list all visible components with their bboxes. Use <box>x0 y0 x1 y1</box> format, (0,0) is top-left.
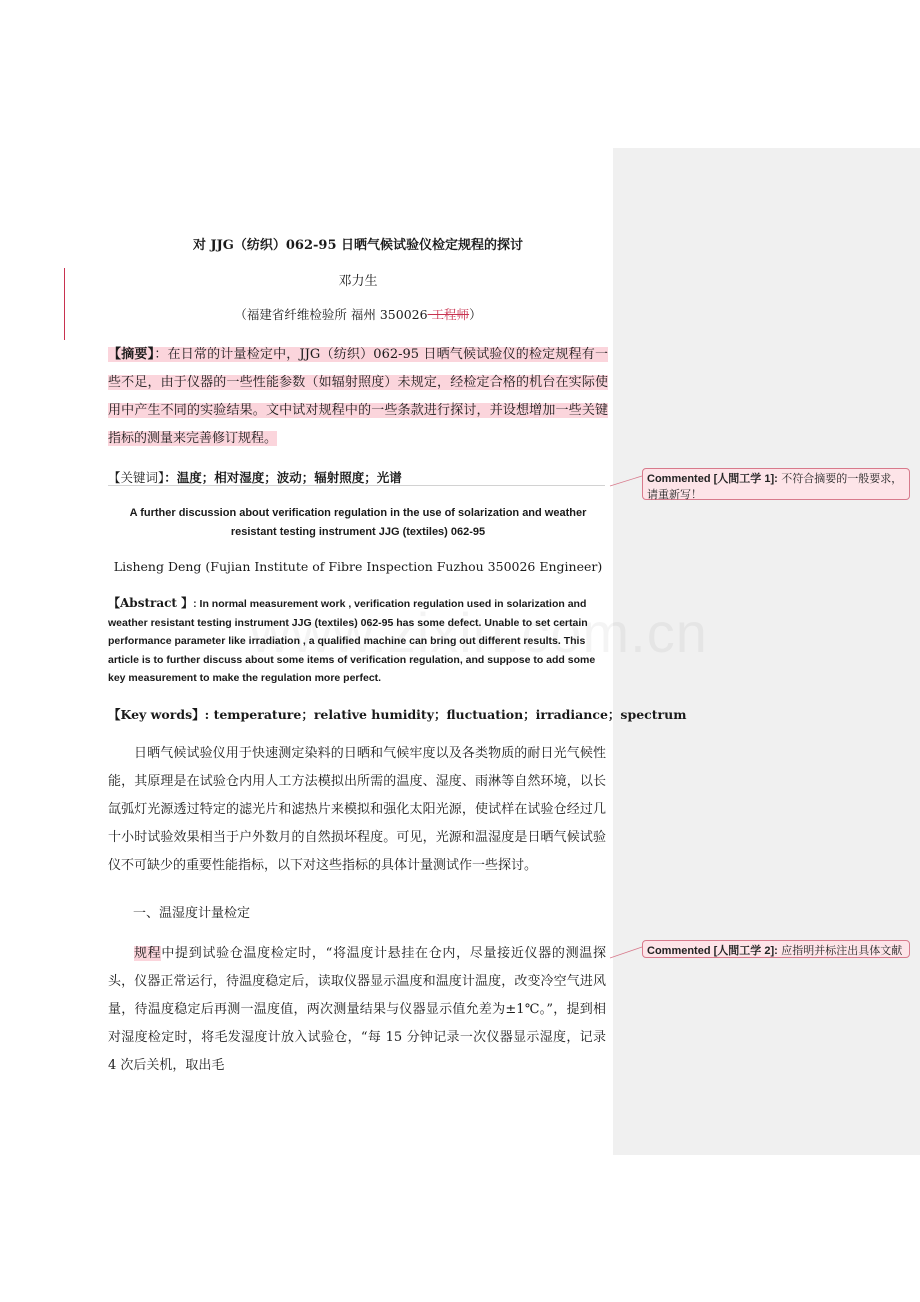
affiliation-text: （福建省纤维检验所 福州 350026 <box>234 307 428 322</box>
comment-1-text: 不符合摘要的一般要求，请重新写！ <box>647 472 903 501</box>
abstract-cn-text: ：在日常的计量检定中，JJG（纺织）062-95 日晒气候试验仪的检定规程有一些不足，由于仪器的一些性能参数（如辐射照度）未规定，经检定合格的机台在实际使用中产生不同的实验结果。文中试对规程中的一些条款进行探讨，并设想增加一些关键指标的测量来完善修订规程。 <box>108 347 608 446</box>
comment-2-text: 应指明并标注出具体文献 <box>781 944 903 957</box>
keywords-cn-label: 【关键词】 <box>108 470 165 485</box>
affiliation-close: ） <box>469 307 482 322</box>
abstract-en-label: 【Abstract 】 <box>108 596 194 610</box>
comment-balloon-2[interactable] <box>642 940 910 958</box>
paragraph-intro: 日晒气候试验仪用于快速测定染料的日晒和气候牢度以及各类物质的耐日光气候性能，其原理是在试验仓内用人工方法模拟出所需的温度、湿度、雨淋等自然环境，以长氙弧灯光源透过特定的滤光片和滤热片来模拟和强化太阳光源，使试样在试验仓经过几十小时试验效果相当于户外数月的自然损坏程度。可见，光源和温湿度是日晒气候试验仪不可缺少的重要性能指标，以下对这些指标的具体计量测试作一些探讨。 <box>108 746 606 873</box>
abstract-en <box>108 594 610 688</box>
abstract-cn[interactable] <box>108 341 608 453</box>
affiliation <box>108 305 608 323</box>
english-title: A further discussion about verification regulation in the use of solarization and weather resistant testing instrument JJG (textiles) 062-95 <box>129 507 587 538</box>
paragraph-regulation <box>108 940 606 1080</box>
comment-balloon-1[interactable] <box>642 468 910 500</box>
author-name: 邓力生 <box>338 274 378 289</box>
commented-text-highlight[interactable]: 规程 <box>134 946 162 961</box>
comment-1-label: Commented [人間工学 1]: <box>647 473 778 485</box>
comment-2-label: Commented [人間工学 2]: <box>647 945 778 957</box>
keywords-cn <box>108 468 402 486</box>
english-author: Lisheng Deng (Fujian Institute of Fibre Inspection Fuzhou 350026 Engineer) <box>113 559 603 574</box>
abstract-cn-label: 【摘要】 <box>108 347 155 362</box>
document-title: 对 JJG（纺织）062-95 日晒气候试验仪检定规程的探讨 <box>192 238 524 253</box>
comment-anchor-line <box>108 485 605 486</box>
keywords-en: 【Key words】: temperature；relative humidity；fluctuation；irradiance；spectrum <box>108 707 687 722</box>
deleted-revision-text[interactable]: 工程师 <box>427 307 470 322</box>
paragraph-regulation-text: 中提到试验仓温度检定时，“将温度计悬挂在仓内，尽量接近仪器的测温探头，仪器正常运行，待温度稳定后，读取仪器显示温度和温度计温度，改变冷空气进风量，待温度稳定后再测一温度值，两次测量结果与仪器显示值允差为±1℃。”，提到相对湿度检定时，将毛发湿度计放入试验仓，“每 15 分钟记录一次仪器显示湿度，记录 4 次后关机，取出毛 <box>108 946 606 1073</box>
abstract-en-text: : In normal measurement work , verification regulation used in solarization and weather resistant testing instrument JJG (textiles) 062-95 has some defect. Unable to set certain performance parameter like irradiation , a qualified machine can bring out different results. This article is to further discuss about some items of verification regulation, and suppose to add some key measurement to make the regulation more perfect. <box>108 598 596 684</box>
change-bar <box>64 268 65 340</box>
section-heading: 一、温湿度计量检定 <box>133 906 251 921</box>
keywords-cn-text: ：温度；相对湿度；波动；辐射照度；光谱 <box>164 470 402 485</box>
